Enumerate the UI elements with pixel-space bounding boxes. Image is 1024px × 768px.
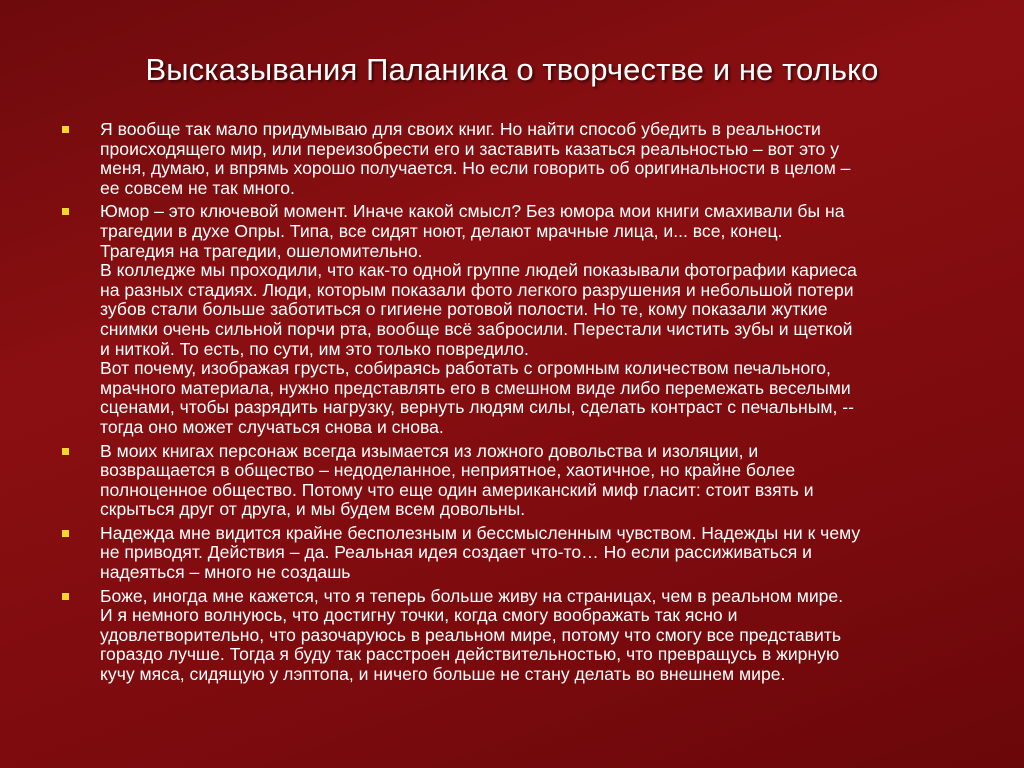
bullet-item: [62, 442, 968, 520]
bullet-text-line: происходящего мир, или переизобрести его и заставить казаться реальностью – вот это у: [100, 138, 839, 159]
bullet-text-line: зубов стали больше заботиться о гигиене ротовой полости. Но те, кому показали жуткие: [100, 299, 828, 320]
bullet-square-icon: [62, 126, 69, 133]
bullet-text-line: Надежда мне видится крайне бесполезным и бессмысленным чувством. Надежды ни к чему: [100, 522, 861, 543]
bullet-text-line: меня, думаю, и впрямь хорошо получается. Но если говорить об оригинальности в целом –: [100, 158, 851, 179]
bullet-text-line: Боже, иногда мне кажется, что я теперь больше живу на страницах, чем в реальном мире.: [100, 585, 844, 606]
bullet-text-line: сценами, чтобы разрядить нагрузку, вернуть людям силы, сделать контраст с печальным, --: [100, 397, 854, 418]
bullet-text-line: снимки очень сильной порчи рта, вообще всё забросили. Перестали чистить зубы и щеткой: [100, 318, 853, 339]
bullet-text-line: В моих книгах персонаж всегда изымается из ложного довольства и изоляции, и: [100, 440, 759, 461]
bullet-text-line: на разных стадиях. Люди, которым показали фото легкого разрушения и небольшой потери: [100, 279, 854, 300]
bullet-text-line: трагедии в духе Опры. Типа, все сидят ноют, делают мрачные лица, и... все, конец.: [100, 220, 783, 241]
bullet-text-line: удовлетворительно, что разочаруюсь в реальном мире, потому что смогу все представить: [100, 624, 842, 645]
bullet-text-line: И я немного волнуюсь, что достигну точки, когда смогу воображать так ясно и: [100, 605, 738, 626]
slide-content: [62, 120, 968, 689]
bullet-text-line: Вот почему, изображая грусть, собираясь работать с огромным количеством печального,: [100, 358, 831, 379]
bullet-square-icon: [62, 593, 69, 600]
bullet-text-line: скрыться друг от друга, и мы будем всем довольны.: [100, 499, 526, 520]
bullet-item: [62, 202, 968, 437]
bullet-text-line: гораздо лучше. Тогда я буду так расстроен действительностью, что превращусь в жирную: [100, 644, 840, 665]
bullet-square-icon: [62, 530, 69, 537]
bullet-text-line: В колледже мы проходили, что как-то одной группе людей показывали фотографии кариеса: [100, 260, 857, 281]
bullet-text-line: кучу мяса, сидящую у лэптопа, и ничего больше не стану делать во внешнем мире.: [100, 664, 786, 685]
bullet-item: [62, 120, 968, 198]
slide-title: Высказывания Паланика о творчестве и не только: [145, 52, 879, 87]
bullet-text-line: Трагедия на трагедии, ошеломительно.: [100, 240, 423, 261]
bullet-text-line: Я вообще так мало придумываю для своих книг. Но найти способ убедить в реальности: [100, 119, 821, 139]
bullet-item: [62, 524, 968, 583]
bullet-text-line: ее совсем не так много.: [100, 177, 295, 198]
bullet-text-line: тогда оно может случаться снова и снова.: [100, 416, 444, 437]
bullet-text-line: возвращается в общество – недоделанное, неприятное, хаотичное, но крайне более: [100, 460, 796, 481]
bullet-text-line: полноценное общество. Потому что еще один американский миф гласит: стоит взять и: [100, 479, 814, 500]
bullet-text-line: надеяться – много не создашь: [100, 562, 351, 583]
bullet-square-icon: [62, 208, 69, 215]
bullet-text-line: и ниткой. То есть, по сути, им это только повредило.: [100, 338, 529, 359]
bullet-text-line: не приводят. Действия – да. Реальная идея создает что-то… Но если рассиживаться и: [100, 542, 812, 563]
bullet-text-line: Юмор – это ключевой момент. Иначе какой смысл? Без юмора мои книги смахивали бы на: [100, 201, 845, 222]
bullet-text-line: мрачного материала, нужно представлять его в смешном виде либо перемежать веселыми: [100, 377, 851, 398]
bullet-square-icon: [62, 448, 69, 455]
bullet-item: [62, 587, 968, 685]
